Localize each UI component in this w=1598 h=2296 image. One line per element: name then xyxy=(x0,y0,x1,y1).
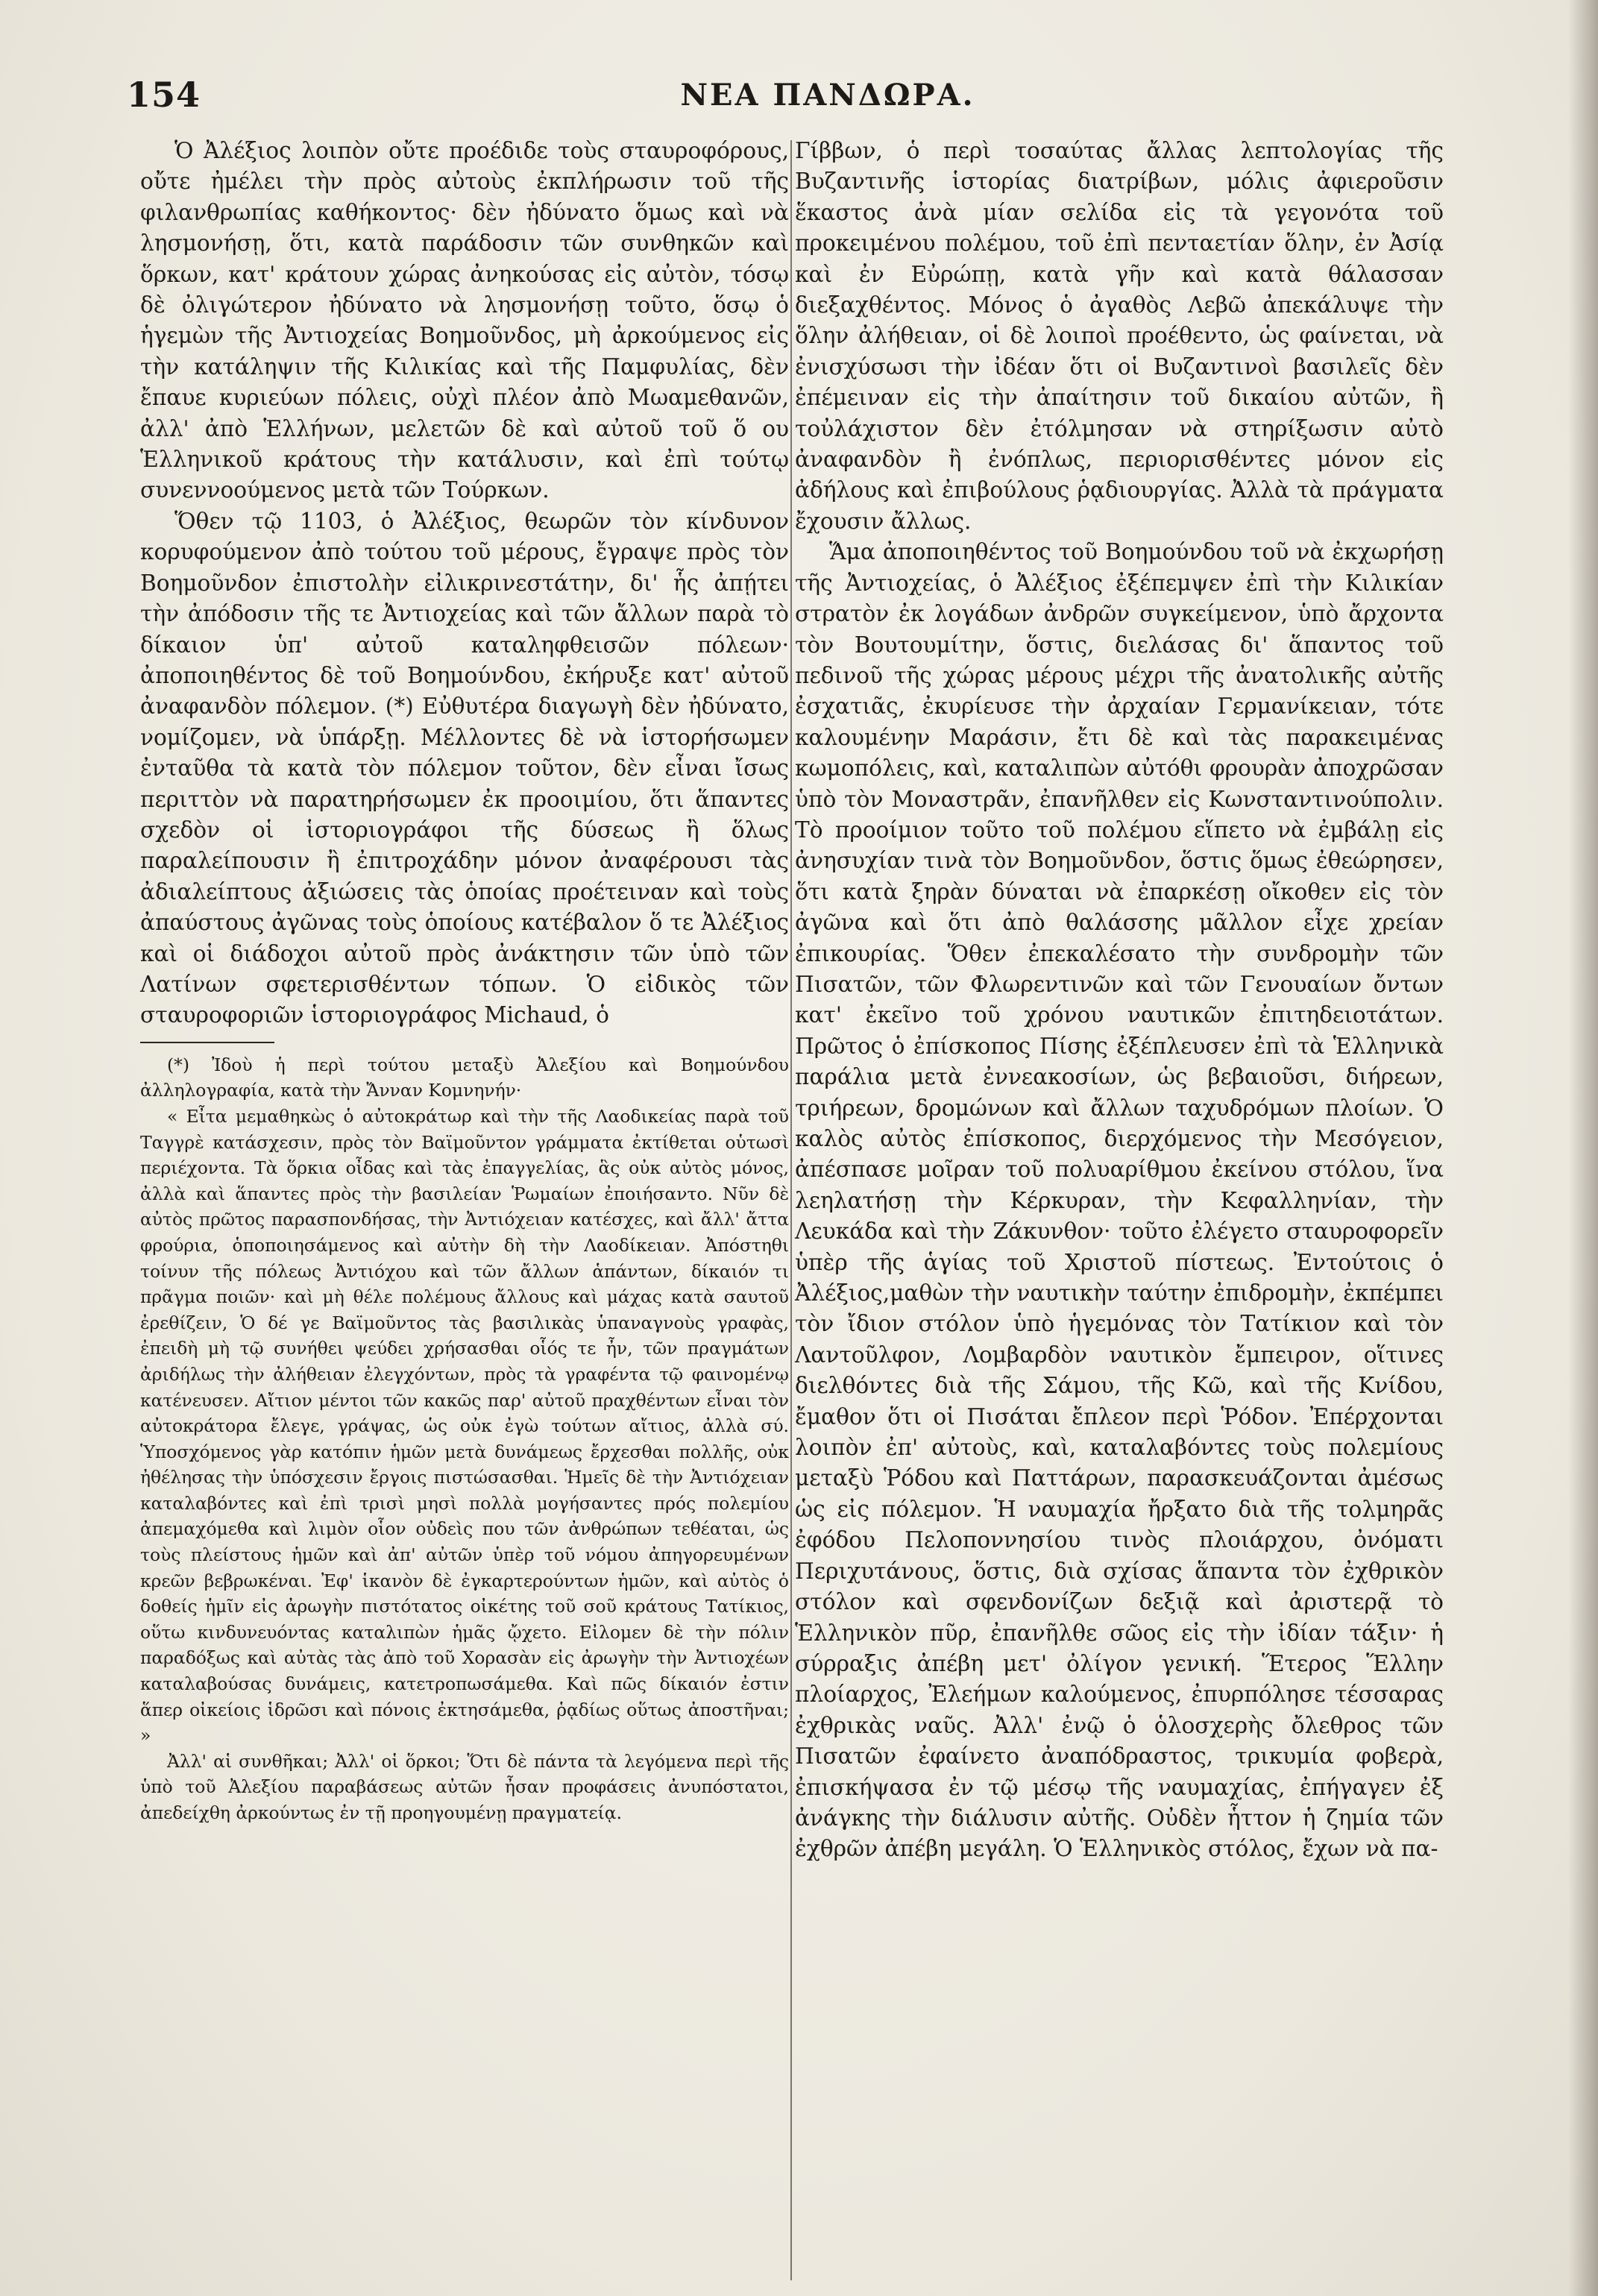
column-divider xyxy=(790,140,792,2280)
right-column xyxy=(795,136,1444,1865)
footnote-1: (*) Ἰδοὺ ἡ περὶ τούτου μεταξὺ Ἀλεξίου καὶ Βοημούνδου ἀλληλογραφία, κατὰ τὴν Ἄνναν Κομνηνήν· xyxy=(140,1054,789,1101)
running-title: ΝΕΑ ΠΑΝΔΩΡΑ. xyxy=(680,78,975,113)
right-paragraph-2: Ἅμα ἀποποιηθέντος τοῦ Βοημούνδου τοῦ νὰ ἐκχωρήσῃ τῆς Ἀντιοχείας, ὁ Ἀλέξιος ἐξέπεμψεν ἐπὶ τὴν Κιλικίαν στρατὸν ἐκ λογάδων ἀνδρῶν συγκείμενον, ὑπὸ ἄρχοντα τὸν Βουτουμίτην, ὅστις, διελάσας δι' ἅπαντος τοῦ πεδινοῦ τῆς χώρας μέρους μέχρι τῆς ἀνατολικῆς αὐτῆς ἐσχατιᾶς, ἐκυρίευσε τὴν ἀρχαίαν Γερμανίκειαν, τότε καλουμένην Μαράσιν, ἔτι δὲ καὶ τὰς παρακειμένας κωμοπόλεις, καὶ, καταλιπὼν αὐτόθι φρουρὰν ἀποχρῶσαν ὑπὸ τὸν Μοναστρᾶν, ἐπανῆλθεν εἰς Κωνσταντινούπολιν. Τὸ προοίμιον τοῦτο τοῦ πολέμου εἵπετο νὰ ἐμβάλῃ εἰς ἀνησυχίαν τινὰ τὸν Βοημοῦνδον, ὅστις ὅμως ἐθεώρησεν, ὅτι κατὰ ξηρὰν δύναται νὰ ἐπαρκέσῃ οἴκοθεν εἰς τὸν ἀγῶνα καὶ ὅτι ἀπὸ θαλάσσης μᾶλλον εἶχε χρείαν ἐπικουρίας. Ὅθεν ἐπεκαλέσατο τὴν συνδρομὴν τῶν Πισατῶν, τῶν Φλωρεντινῶν καὶ τῶν Γενουαίων ὄντων κατ' ἐκεῖνο τοῦ χρόνου ναυτικῶν ἐπιτηδειοτάτων. Πρῶτος ὁ ἐπίσκοπος Πίσης ἐξέπλευσεν ἐπὶ τὰ Ἑλληνικὰ παράλια μετὰ ἐννεακοσίων, ὡς βεβαιοῦσι, διήρεων, τριήρεων, δρομώνων καὶ ἄλλων ταχυδρόμων πλοίων. Ὁ καλὸς αὐτὸς ἐπίσκοπος, διερχόμενος τὴν Μεσόγειον, ἀπέσπασε μοῖραν τοῦ πολυαρίθμου ἐκείνου στόλου, ἵνα λεηλατήσῃ τὴν Κέρκυραν, τὴν Κεφαλληνίαν, τὴν Λευκάδα καὶ τὴν Ζάκυνθον· τοῦτο ἐλέγετο σταυροφορεῖν ὑπὲρ τῆς ἁγίας τοῦ Χριστοῦ πίστεως. Ἐντούτοις ὁ Ἀλέξιος,μαθὼν τὴν ναυτικὴν ταύτην ἐπιδρομὴν, ἐκπέμπει τὸν ἴδιον στόλον ὑπὸ ἡγεμόνας τὸν Τατίκιον καὶ τὸν Λαντοῦλφον, Λομβαρδὸν ναυτικὸν ἔμπειρον, οἵτινες διελθόντες διὰ τῆς Σάμου, τῆς Κῶ, καὶ τῆς Κνίδου, ἔμαθον ὅτι οἱ Πισάται ἔπλεον περὶ Ῥόδον. Ἐπέρχονται λοιπὸν ἐπ' αὐτοὺς, καὶ, καταλαβόντες τοὺς πολεμίους μεταξὺ Ῥόδου καὶ Παττάρων, παρασκευάζονται ἀμέσως ὡς εἰς πόλεμον. Ἡ ναυμαχία ἤρξατο διὰ τῆς τολμηρᾶς ἐφόδου Πελοποννησίου τινὸς πλοιάρχου, ὀνόματι Περιχυτάνους, ὅστις, διὰ σχίσας ἅπαντα τὸν ἐχθρικὸν στόλον καὶ σφενδονίζων δεξιᾷ καὶ ἀριστερᾷ τὸ Ἑλληνικὸν πῦρ, ἐπανῆλθε σῶος εἰς τὴν ἰδίαν τάξιν· ἡ σύρραξις ἀπέβη μετ' ὀλίγον γενική. Ἕτερος Ἕλλην πλοίαρχος, Ἐλεήμων καλούμενος, ἐπυρπόλησε τέσσαρας ἐχθρικὰς ναῦς. Ἀλλ' ἐνῷ ὁ ὁλοσχερὴς ὄλεθρος τῶν Πισατῶν ἐφαίνετο ἀναπόδραστος, τρικυμία φοβερὰ, ἐπισκήψασα ἐν τῷ μέσῳ τῆς ναυμαχίας, ἐπήγαγεν ἐξ ἀνάγκης τὴν διάλυσιν αὐτῆς. Οὐδὲν ἧττον ἡ ζημία τῶν ἐχθρῶν ἀπέβη μεγάλη. Ὁ Ἑλληνικὸς στόλος, ἔχων νὰ πα- xyxy=(795,539,1444,1862)
left-paragraph-2: Ὅθεν τῷ 1103, ὁ Ἀλέξιος, θεωρῶν τὸν κίνδυνον κορυφούμενον ἀπὸ τούτου τοῦ μέρους, ἔγραψε πρὸς τὸν Βοημοῦνδον ἐπιστολὴν εἰλικρινεστάτην, δι' ἧς ἀπῄτει τὴν ἀπόδοσιν τῆς τε Ἀντιοχείας καὶ τῶν ἄλλων παρὰ τὸ δίκαιον ὑπ' αὐτοῦ καταληφθεισῶν πόλεων· ἀποποιηθέντος δὲ τοῦ Βοημούνδου, ἐκήρυξε κατ' αὐτοῦ ἀναφανδὸν πόλεμον. (*) Εὐθυτέρα διαγωγὴ δὲν ἠδύνατο, νομίζομεν, νὰ ὑπάρξῃ. Μέλλοντες δὲ νὰ ἱστορήσωμεν ἐνταῦθα τὰ κατὰ τὸν πόλεμον τοῦτον, δὲν εἶναι ἴσως περιττὸν νὰ παρατηρήσωμεν ἐκ προοιμίου, ὅτι ἅπαντες σχεδὸν οἱ ἱστοριογράφοι τῆς δύσεως ἢ ὅλως παραλείπουσιν ἢ ἐπιτροχάδην μόνον ἀναφέρουσι τὰς ἀδιαλείπτους ἀξιώσεις τὰς ὁποίας προέτειναν καὶ τοὺς ἀπαύστους ἀγῶνας τοὺς ὁποίους κατέβαλον ὅ τε Ἀλέξιος καὶ οἱ διάδοχοι αὐτοῦ πρὸς ἀνάκτησιν τῶν ὑπὸ τῶν Λατίνων σφετερισθέντων τόπων. Ὁ εἰδικὸς τῶν σταυροφοριῶν ἱστοριογράφος Michaud, ὁ xyxy=(140,508,789,1028)
page-header xyxy=(127,75,1529,127)
left-column xyxy=(140,136,789,1826)
footnote-divider xyxy=(140,1042,274,1043)
footnote-3: Ἀλλ' αἱ συνθῆκαι; Ἀλλ' οἱ ὅρκοι; Ὅτι δὲ πάντα τὰ λεγόμενα περὶ τῆς ὑπὸ τοῦ Ἀλεξίου παραβάσεως αὐτῶν ἦσαν προφάσεις ἀνυπόστατοι, ἀπεδείχθη ἀρκούντως ἐν τῇ προηγουμένῃ πραγματείᾳ. xyxy=(140,1750,789,1823)
left-paragraph-1: Ὁ Ἀλέξιος λοιπὸν οὔτε προέδιδε τοὺς σταυροφόρους, οὔτε ἠμέλει τὴν πρὸς αὐτοὺς ἐκπλήρωσιν τοῦ τῆς φιλανθρωπίας καθήκοντος· δὲν ἠδύνατο ὅμως καὶ νὰ λησμονήσῃ, ὅτι, κατὰ παράδοσιν τῶν συνθηκῶν καὶ ὅρκων, κατ' κράτουν χώρας ἀνηκούσας εἰς αὐτὸν, τόσῳ δὲ ὀλιγώτερον ἠδύνατο νὰ λησμονήσῃ τοῦτο, ὅσῳ ὁ ἡγεμὼν τῆς Ἀντιοχείας Βοημοῦνδος, μὴ ἀρκούμενος εἰς τὴν κατάληψιν τῆς Κιλικίας καὶ τῆς Παμφυλίας, δὲν ἔπαυε κυριεύων πόλεις, οὐχὶ πλέον ἀπὸ Μωαμεθανῶν, ἀλλ' ἀπὸ Ἑλλήνων, μελετῶν δὲ καὶ αὐτοῦ τοῦ ὅ ου Ἑλληνικοῦ κράτους τὴν κατάλυσιν, καὶ ἐπὶ τούτῳ συνεννοούμενος μετὰ τῶν Τούρκων. xyxy=(140,138,789,503)
right-paragraph-1: Γίββων, ὁ περὶ τοσαύτας ἄλλας λεπτολογίας τῆς Βυζαντινῆς ἱστορίας διατρίβων, μόλις ἀφιεροῦσιν ἕκαστος ἀνὰ μίαν σελίδα εἰς τὰ γεγονότα τοῦ προκειμένου πολέμου, τοῦ ἐπὶ πενταετίαν ὅλην, ἐν Ἀσίᾳ καὶ ἐν Εὐρώπῃ, κατὰ γῆν καὶ κατὰ θάλασσαν διεξαχθέντος. Μόνος ὁ ἀγαθὸς Λεβῶ ἀπεκάλυψε τὴν ὅλην ἀλήθειαν, οἱ δὲ λοιποὶ προέθεντο, ὡς φαίνεται, νὰ ἐνισχύσωσι τὴν ἰδέαν ὅτι οἱ Βυζαντινοὶ βασιλεῖς δὲν ἐπέμειναν εἰς τὴν ἀπαίτησιν τοῦ δικαίου αὐτῶν, ἢ τοὐλάχιστον δὲν ἐτόλμησαν νὰ στηρίξωσιν αὐτὸ ἀναφανδὸν ἢ ἐνόπλως, περιορισθέντες μόνον εἰς ἀδήλους καὶ ἐπιβούλους ῥᾳδιουργίας. Ἀλλὰ τὰ πράγματα ἔχουσιν ἄλλως. xyxy=(795,138,1444,534)
page-number: 154 xyxy=(127,75,201,115)
footnote-2: « Εἶτα μεμαθηκὼς ὁ αὐτοκράτωρ καὶ τὴν τῆς Λαοδικείας παρὰ τοῦ Ταγγρὲ κατάσχεσιν, πρὸς τὸν Βαϊμοῦντον γράμματα ἐκτίθεται οὑτωσὶ περιέχοντα. Τὰ ὅρκια οἶδας καὶ τὰς ἐπαγγελίας, ἃς οὐκ αὐτὸς μόνος, ἀλλὰ καὶ ἅπαντες πρὸς τὴν βασιλείαν Ῥωμαίων ἐποιήσαντο. Νῦν δὲ αὐτὸς πρῶτος παρασπονδήσας, τὴν Ἀντιόχειαν κατέσχες, καὶ ἄλλ' ἄττα φρούρια, ὁποποιησάμενος καὶ αὐτὴν δὴ τὴν Λαοδίκειαν. Ἀπόστηθι τοίνυν τῆς πόλεως Ἀντιόχου καὶ τῶν ἄλλων ἁπάντων, δίκαιόν τι πρᾶγμα ποιῶν· καὶ μὴ θέλε πολέμους ἄλλους καὶ μάχας κατὰ σαυτοῦ ἐρεθίζειν, Ὁ δέ γε Βαϊμοῦντος τὰς βασιλικὰς ὑπαναγνοὺς γραφὰς, ἐπειδὴ μὴ τῷ συνήθει ψεύδει χρήσασθαι οἷός τε ἦν, τῶν πραγμάτων ἀριδήλως τὴν ἀλήθειαν ἐλεγχόντων, πρὸς τὰ γραφέντα τῷ φαινομένῳ κατένευσεν. Αἴτιον μέντοι τῶν κακῶς παρ' αὐτοῦ πραχθέντων εἶναι τὸν αὐτοκράτορα ἔλεγε, γράψας, ὡς οὐκ ἐγὼ τούτων αἴτιος, ἀλλὰ σύ. Ὑποσχόμενος γὰρ κατόπιν ἡμῶν μετὰ δυνάμεως ἔρχεσθαι πολλῆς, οὐκ ἠθέλησας τὴν ὑπόσχεσιν ἔργοις πιστώσασθαι. Ἡμεῖς δὲ τὴν Ἀντιόχειαν καταλαβόντες καὶ ἐπὶ τρισὶ μησὶ πολλὰ μογήσαντες πρός πολεμίου ἀπεμαχόμεθα καὶ λιμὸν οἷον οὐδεὶς που τῶν ἀνθρώπων τεθέαται, ὡς τοὺς πλείστους ἡμῶν καὶ ἀπ' αὐτῶν ὑπὲρ τοῦ νόμου ἀπηγορευμένων κρεῶν βεβρωκέναι. Ἐφ' ἱκανὸν δὲ ἐγκαρτερούντων ἡμῶν, καὶ αὐτὸς ὁ δοθείς ἡμῖν εἰς ἀρωγὴν πιστότατος οἰκέτης τοῦ σοῦ κράτους Τατίκιος, οὕτω κινδυνευόντας καταλιπὼν ἡμᾶς ᾤχετο. Εἰλομεν δὲ τὴν πόλιν παραδόξως καὶ αὐτὰς τὰς ἀπὸ τοῦ Χορασὰν εἰς ἀρωγὴν τὴν Ἀντιοχέων καταλαβούσας δυνάμεις, κατετροπωσάμεθα. Καὶ πῶς δίκαιόν ἐστιν ἅπερ οἰκείοις ἱδρῶσι καὶ πόνοις ἐκτησάμεθα, ῥᾳδίως οὕτως ἀποστῆναι; » xyxy=(140,1105,789,1746)
binding-shadow xyxy=(1568,0,1598,2296)
